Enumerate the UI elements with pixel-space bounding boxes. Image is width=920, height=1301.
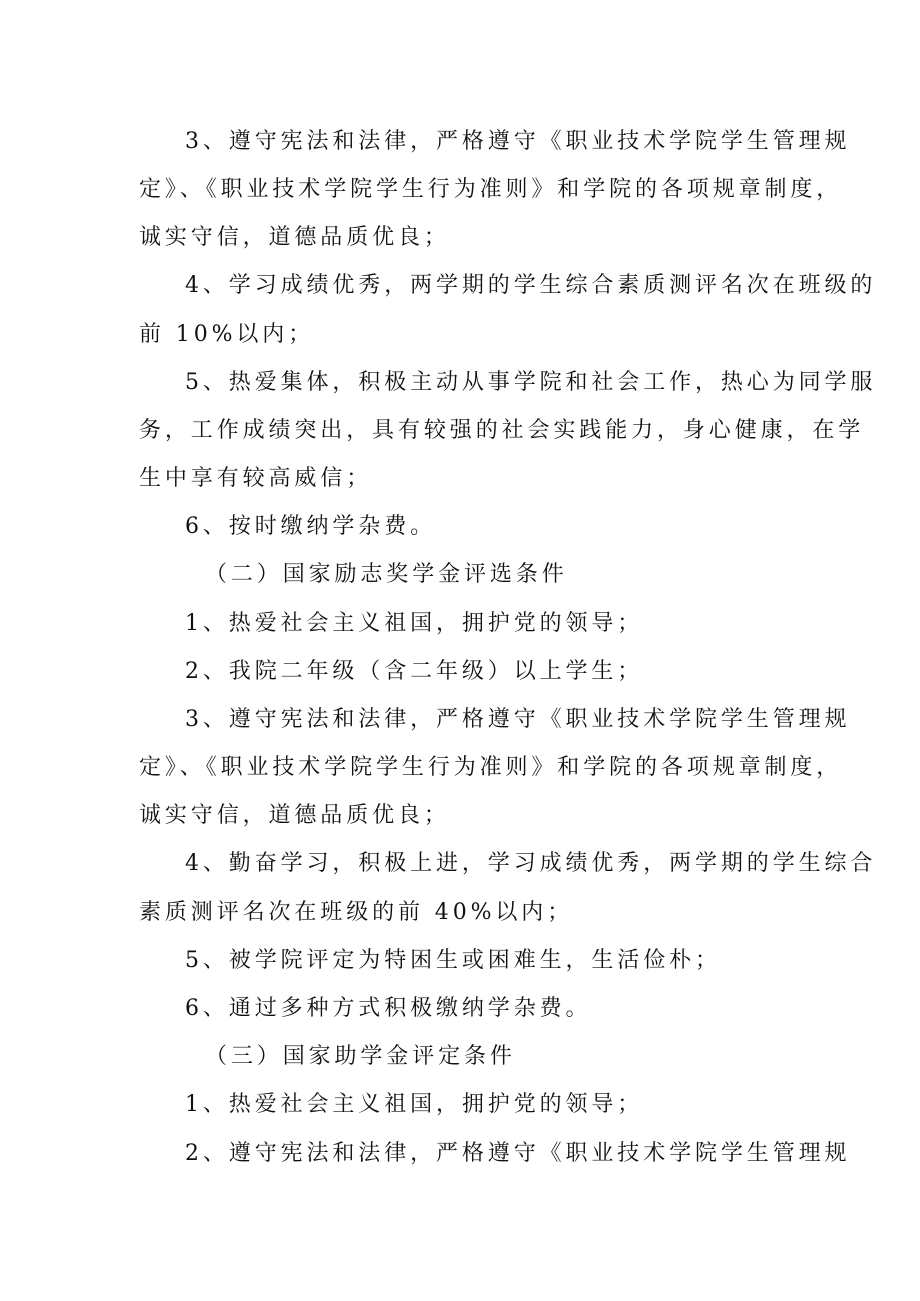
- paragraph-line: 前 10%以内；: [139, 322, 315, 347]
- paragraph-line: 诚实守信，道德品质优良；: [139, 803, 450, 828]
- paragraph-line: 定》、《职业技术学院学生行为准则》和学院的各项规章制度，: [139, 177, 843, 202]
- paragraph-line: 1、热爱社会主义祖国，拥护党的领导；: [185, 1092, 644, 1117]
- paragraph-line: 4、勤奋学习，积极上进，学习成绩优秀，两学期的学生综合: [185, 851, 877, 876]
- paragraph-line: 6、通过多种方式积极缴纳学杂费。: [185, 996, 592, 1021]
- paragraph-line: 3、遵守宪法和法律，严格遵守《职业技术学院学生管理规: [185, 707, 851, 732]
- paragraph-line: 4、学习成绩优秀，两学期的学生综合素质测评名次在班级的: [185, 273, 877, 298]
- section-heading: （三）国家助学金评定条件: [205, 1044, 516, 1069]
- paragraph-line: 2、遵守宪法和法律，严格遵守《职业技术学院学生管理规: [185, 1141, 851, 1166]
- paragraph-line: 素质测评名次在班级的前 40%以内；: [139, 900, 574, 925]
- paragraph-line: 3、遵守宪法和法律，严格遵守《职业技术学院学生管理规: [185, 129, 851, 154]
- paragraph-line: 2、我院二年级（含二年级）以上学生；: [185, 659, 644, 684]
- paragraph-line: 定》、《职业技术学院学生行为准则》和学院的各项规章制度，: [139, 755, 843, 780]
- paragraph-line: 6、按时缴纳学杂费。: [185, 514, 436, 539]
- paragraph-line: 1、热爱社会主义祖国，拥护党的领导；: [185, 611, 644, 636]
- section-heading: （二）国家励志奖学金评选条件: [205, 562, 568, 587]
- paragraph-line: 5、热爱集体，积极主动从事学院和社会工作，热心为同学服: [185, 370, 877, 395]
- paragraph-line: 务，工作成绩突出，具有较强的社会实践能力，身心健康，在学: [139, 418, 865, 443]
- paragraph-line: 生中享有较高威信；: [139, 466, 373, 491]
- paragraph-line: 5、被学院评定为特困生或困难生，生活俭朴；: [185, 948, 721, 973]
- paragraph-line: 诚实守信，道德品质优良；: [139, 225, 450, 250]
